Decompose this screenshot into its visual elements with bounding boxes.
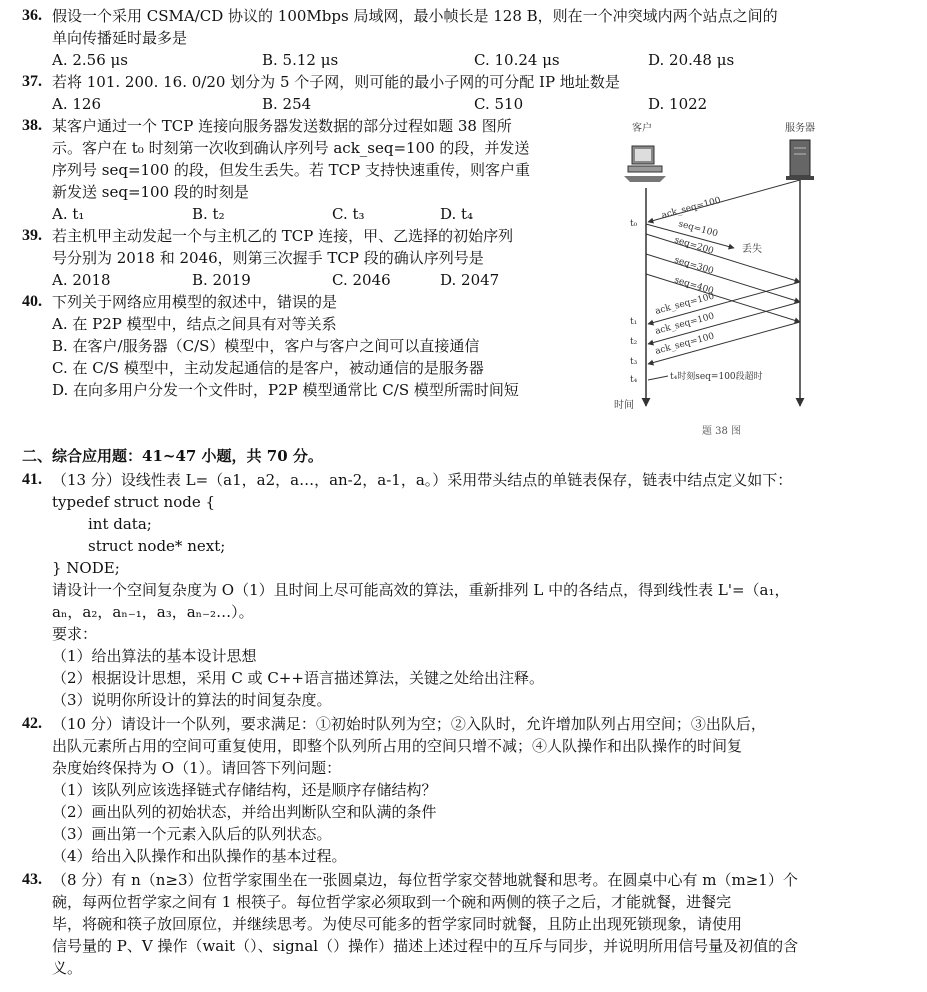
option-c: C. 510 (474, 95, 524, 113)
question-number: 43. (22, 871, 42, 888)
requirement-item: （2）画出队列的初始状态，并给出判断队空和队满的条件 (52, 803, 437, 821)
question-text: 出队元素所占用的空间可重复使用，即整个队列所占用的空间只增不减；④人队操作和出队操作的时间复 (52, 737, 743, 755)
option-a: A. 2.56 μs (52, 51, 128, 69)
code-line: int data; (88, 515, 152, 533)
question-text: 义。 (52, 959, 83, 977)
code-line: typedef struct node { (52, 493, 216, 511)
seq-arrow (646, 234, 800, 282)
option-a: A. 126 (52, 95, 101, 113)
requirement-item: （3）画出第一个元素入队后的队列状态。 (52, 825, 332, 843)
question-text: 某客户通过一个 TCP 连接向服务器发送数据的部分过程如题 38 图所 (52, 117, 512, 135)
requirement-item: （2）根据设计思想，采用 C 或 C++语言描述算法，关键之处给出注释。 (52, 669, 544, 687)
question-text: aₙ，a₂，aₙ₋₁，a₃，aₙ₋₂…）。 (52, 603, 254, 621)
question-number: 40. (22, 293, 42, 310)
question-text: （10 分）请设计一个队列，要求满足：①初始时队列为空；②入队时，允许增加队列占用空间；③出队后， (52, 715, 766, 733)
seq-label: seq=100 (677, 219, 719, 240)
option-a: A. 2018 (52, 271, 111, 289)
question-text: 下列关于网络应用模型的叙述中，错误的是 (52, 293, 338, 311)
server-icon (786, 140, 814, 180)
option-b: B. t₂ (192, 205, 225, 223)
question-text: 若将 101. 200. 16. 0/20 划分为 5 个子网，则可能的最小子网的可分配 IP 地址数是 (52, 73, 620, 91)
option-c: C. 在 C/S 模型中，主动发起通信的是客户，被动通信的是服务器 (52, 359, 484, 377)
option-b: B. 在客户/服务器（C/S）模型中，客户与客户之间可以直接通信 (52, 337, 480, 355)
option-c: C. 10.24 μs (474, 51, 560, 69)
question-number: 38. (22, 117, 42, 134)
option-b: B. 5.12 μs (262, 51, 339, 69)
seq-label: seq=400 (673, 275, 715, 297)
option-d: D. 2047 (440, 271, 500, 289)
question-text: 杂度始终保持为 O（1）。请回答下列问题： (52, 759, 342, 777)
ack-label: ack_seq=100 (660, 195, 722, 222)
question-text: 若主机甲主动发起一个与主机乙的 TCP 连接，甲、乙选择的初始序列 (52, 227, 514, 245)
t0-label: t₀ (630, 219, 638, 229)
server-label: 服务器 (785, 123, 815, 134)
seq-arrow (646, 254, 800, 302)
requirement-item: （1）给出算法的基本设计思想 (52, 647, 257, 665)
option-c: C. t₃ (332, 205, 365, 223)
client-label: 客户 (632, 123, 652, 134)
question-text: 碗，每两位哲学家之间有 1 根筷子。每位哲学家必须取到一个碗和两侧的筷子之后，才能就餐，进餐完 (52, 893, 732, 911)
lost-label: 丢失 (742, 244, 762, 255)
question-number: 37. (22, 73, 42, 90)
code-line: } NODE; (52, 559, 120, 577)
question-text: （8 分）有 n（n≥3）位哲学家围坐在一张圆桌边，每位哲学家交替地就餐和思考。在圆桌中心有 m（m≥1）个 (52, 871, 798, 889)
seq-label: seq=200 (673, 235, 715, 257)
question-number: 41. (22, 471, 42, 488)
seq-label: seq=300 (673, 255, 715, 277)
option-a: A. 在 P2P 模型中，结点之间具有对等关系 (52, 315, 337, 333)
option-d: D. 1022 (648, 95, 708, 113)
timeout-pointer (648, 376, 668, 380)
option-c: C. 2046 (332, 271, 391, 289)
time-label: 时间 (614, 400, 634, 411)
question-text: 信号量的 P、V 操作（wait（）、signal（）操作）描述上述过程中的互斥与同步，并说明所用信号量及初值的含 (52, 937, 799, 955)
t2-label: t₂ (630, 337, 638, 347)
t3-label: t₃ (630, 357, 638, 367)
timeout-label: t₄时刻seq=100段超时 (670, 372, 763, 382)
question-number: 42. (22, 715, 42, 732)
requirement-label: 要求： (52, 625, 98, 643)
question-number: 39. (22, 227, 42, 244)
question-text: 请设计一个空间复杂度为 O（1）且时间上尽可能高效的算法，重新排列 L 中的各结点，得到线性表 L'=（a₁， (52, 581, 790, 599)
tcp-sequence-diagram (610, 118, 850, 448)
option-d: D. 在向多用户分发一个文件时，P2P 模型通常比 C/S 模型所需时间短 (52, 381, 519, 399)
question-number: 36. (22, 7, 42, 24)
t1-label: t₁ (630, 317, 638, 327)
figure-caption: 题 38 图 (702, 426, 742, 437)
option-a: A. t₁ (52, 205, 85, 223)
ack-label: ack_seq=100 (654, 291, 716, 317)
option-d: D. 20.48 μs (648, 51, 735, 69)
question-text: 序列号 seq=100 的段，但发生丢失。若 TCP 支持快速重传，则客户重 (52, 161, 531, 179)
question-text: 号分别为 2018 和 2046，则第三次握手 TCP 段的确认序列号是 (52, 249, 484, 267)
computer-icon (624, 146, 666, 182)
question-text: 示。客户在 t₀ 时刻第一次收到确认序列号 ack_seq=100 的段，并发送 (52, 139, 530, 157)
question-text: 假设一个采用 CSMA/CD 协议的 100Mbps 局域网，最小帧长是 128 B，则在一个冲突域内两个站点之间的 (52, 7, 778, 25)
question-text: （13 分）设线性表 L=（a1，a2，a…，an-2，a-1，a。）采用带头结点的单链表保存，链表中结点定义如下： (52, 471, 793, 489)
code-line: struct node* next; (88, 537, 226, 555)
requirement-item: （3）说明你所设计的算法的时间复杂度。 (52, 691, 332, 709)
ack-label: ack_seq=100 (654, 311, 716, 337)
ack-label: ack_seq=100 (654, 331, 716, 357)
question-text: 单向传播延时最多是 (52, 29, 188, 47)
question-text: 新发送 seq=100 段的时刻是 (52, 183, 249, 201)
option-b: B. 2019 (192, 271, 251, 289)
option-b: B. 254 (262, 95, 312, 113)
section-title: 二、综合应用题：41~47 小题，共 70 分。 (22, 447, 323, 465)
option-d: D. t₄ (440, 205, 474, 223)
seq-arrow (646, 274, 800, 322)
requirement-item: （4）给出入队操作和出队操作的基本过程。 (52, 847, 347, 865)
t4-label: t₄ (630, 375, 638, 385)
requirement-item: （1）该队列应该选择链式存储结构，还是顺序存储结构？ (52, 781, 437, 799)
question-text: 毕，将碗和筷子放回原位，并继续思考。为使尽可能多的哲学家同时就餐，且防止出现死锁现象，请使用 (52, 915, 743, 933)
